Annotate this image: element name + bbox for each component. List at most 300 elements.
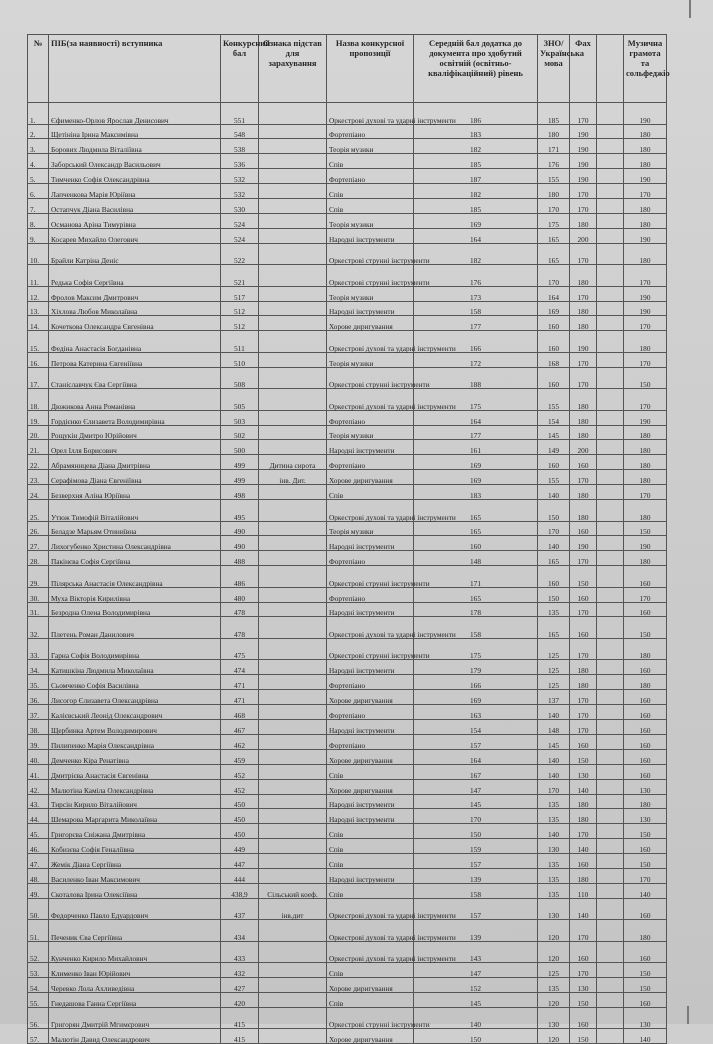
program-name: Спів: [327, 963, 414, 978]
competition-score: 471: [221, 690, 259, 705]
applicant-name: Остапчук Діана Василівна: [49, 198, 221, 213]
program-name: Оркестрові духові та ударні інструменти: [327, 389, 414, 411]
music-theory-score: 160: [624, 898, 667, 920]
applicant-name: Станіславчук Єва Сергіївна: [49, 367, 221, 389]
extra-cell: [597, 638, 624, 660]
competition-score: 502: [221, 425, 259, 440]
major-score: 140: [570, 779, 597, 794]
row-number: 23.: [28, 470, 49, 485]
extra-cell: [597, 978, 624, 993]
major-score: 170: [570, 103, 597, 125]
row-number: 34.: [28, 660, 49, 675]
table-row: [28, 868, 667, 883]
enrollment-basis: [259, 638, 327, 660]
major-score: 170: [570, 690, 597, 705]
row-number: 4.: [28, 154, 49, 169]
applicant-name: Безверхня Аліна Юріївна: [49, 485, 221, 500]
enrollment-basis: [259, 213, 327, 228]
major-score: 180: [570, 265, 597, 287]
zno-score: 140: [538, 764, 570, 779]
applicant-name: Заборський Олександр Васильович: [49, 154, 221, 169]
extra-cell: [597, 243, 624, 265]
row-number: 5.: [28, 169, 49, 184]
avg-score: 177: [414, 425, 538, 440]
table-row: [28, 993, 667, 1008]
music-theory-score: 140: [624, 883, 667, 898]
music-theory-score: 190: [624, 286, 667, 301]
table-row: [28, 854, 667, 869]
extra-cell: [597, 734, 624, 749]
music-theory-score: 180: [624, 455, 667, 470]
major-score: 140: [570, 839, 597, 854]
competition-score: 486: [221, 566, 259, 588]
program-name: Хорове диригування: [327, 690, 414, 705]
music-theory-score: 190: [624, 301, 667, 316]
major-score: 180: [570, 660, 597, 675]
enrollment-basis: [259, 941, 327, 963]
table-row: [28, 316, 667, 331]
avg-score: 183: [414, 485, 538, 500]
competition-score: 532: [221, 184, 259, 199]
row-number: 19.: [28, 410, 49, 425]
table-row: [28, 500, 667, 522]
extra-cell: [597, 331, 624, 353]
major-score: 150: [570, 749, 597, 764]
music-theory-score: 180: [624, 213, 667, 228]
applicant-name: Шемарова Маргарита Миколаївна: [49, 809, 221, 824]
music-theory-score: 180: [624, 470, 667, 485]
extra-cell: [597, 198, 624, 213]
enrollment-basis: [259, 705, 327, 720]
extra-cell: [597, 720, 624, 735]
table-row: [28, 749, 667, 764]
competition-score: 503: [221, 410, 259, 425]
enrollment-basis: [259, 551, 327, 566]
major-score: 170: [570, 551, 597, 566]
row-number: 17.: [28, 367, 49, 389]
applicant-name: Лисогор Єлизавета Олександрівна: [49, 690, 221, 705]
extra-cell: [597, 809, 624, 824]
enrollment-basis: [259, 602, 327, 617]
applicant-name: Муха Вікторія Кирилівна: [49, 587, 221, 602]
music-theory-score: 160: [624, 993, 667, 1008]
zno-score: 150: [538, 500, 570, 522]
zno-score: 148: [538, 720, 570, 735]
program-name: Спів: [327, 854, 414, 869]
major-score: 170: [570, 470, 597, 485]
program-name: Оркестрові духові та ударні інструменти: [327, 103, 414, 125]
avg-score: 186: [414, 103, 538, 125]
row-number: 50.: [28, 898, 49, 920]
competition-score: 536: [221, 154, 259, 169]
extra-cell: [597, 265, 624, 287]
applicant-name: Василенко Іван Максимович: [49, 868, 221, 883]
extra-cell: [597, 660, 624, 675]
program-name: Теорія музики: [327, 352, 414, 367]
applicant-name: Щербинка Артем Володимирович: [49, 720, 221, 735]
enrollment-basis: [259, 228, 327, 243]
table-row: [28, 794, 667, 809]
row-number: 54.: [28, 978, 49, 993]
program-name: Народні інструменти: [327, 536, 414, 551]
avg-score: 164: [414, 410, 538, 425]
row-number: 43.: [28, 794, 49, 809]
major-score: 130: [570, 978, 597, 993]
extra-cell: [597, 154, 624, 169]
zno-score: 130: [538, 1007, 570, 1029]
row-number: 7.: [28, 198, 49, 213]
music-theory-score: 150: [624, 367, 667, 389]
table-row: [28, 455, 667, 470]
competition-score: 517: [221, 286, 259, 301]
music-theory-score: 160: [624, 734, 667, 749]
enrollment-basis: [259, 794, 327, 809]
major-score: 170: [570, 352, 597, 367]
col-header-music-theory: Музична грамота та сольфеджіо: [624, 35, 667, 103]
avg-score: 139: [414, 920, 538, 942]
major-score: 170: [570, 602, 597, 617]
zno-score: 171: [538, 139, 570, 154]
program-name: Фортепіано: [327, 455, 414, 470]
applicant-name: Дюжикова Анна Романівна: [49, 389, 221, 411]
music-theory-score: 180: [624, 139, 667, 154]
table-row: [28, 638, 667, 660]
program-name: Оркестрові духові та ударні інструменти: [327, 898, 414, 920]
enrollment-basis: [259, 839, 327, 854]
music-theory-score: 190: [624, 410, 667, 425]
row-number: 33.: [28, 638, 49, 660]
program-name: Фортепіано: [327, 734, 414, 749]
program-name: Спів: [327, 485, 414, 500]
zno-score: 140: [538, 824, 570, 839]
extra-cell: [597, 228, 624, 243]
music-theory-score: 190: [624, 228, 667, 243]
enrollment-basis: [259, 587, 327, 602]
applicant-name: Пілярська Анастасія Олександрівна: [49, 566, 221, 588]
major-score: 180: [570, 213, 597, 228]
applicant-name: Серафімова Діана Євгеніївна: [49, 470, 221, 485]
applicant-name: Катишкіна Людмила Миколаївна: [49, 660, 221, 675]
major-score: 160: [570, 941, 597, 963]
zno-score: 150: [538, 587, 570, 602]
zno-score: 125: [538, 638, 570, 660]
major-score: 160: [570, 854, 597, 869]
row-number: 39.: [28, 734, 49, 749]
avg-score: 169: [414, 470, 538, 485]
table-row: [28, 809, 667, 824]
program-name: Теорія музики: [327, 521, 414, 536]
enrollment-basis: [259, 316, 327, 331]
major-score: 170: [570, 720, 597, 735]
table-row: [28, 169, 667, 184]
avg-score: 173: [414, 286, 538, 301]
applicant-name: Кочеткова Олександра Євгенівна: [49, 316, 221, 331]
zno-score: 140: [538, 536, 570, 551]
extra-cell: [597, 963, 624, 978]
row-number: 2.: [28, 124, 49, 139]
row-number: 40.: [28, 749, 49, 764]
extra-cell: [597, 690, 624, 705]
program-name: Оркестрові струнні інструменти: [327, 367, 414, 389]
program-name: Народні інструменти: [327, 794, 414, 809]
row-number: 41.: [28, 764, 49, 779]
table-row: [28, 154, 667, 169]
enrollment-basis: [259, 440, 327, 455]
program-name: Народні інструменти: [327, 602, 414, 617]
table-row: [28, 485, 667, 500]
applicant-name: Тирсін Кирило Віталійович: [49, 794, 221, 809]
enrollment-basis: [259, 868, 327, 883]
zno-score: 160: [538, 331, 570, 353]
applicant-name: Косарев Михайло Олегович: [49, 228, 221, 243]
zno-score: 170: [538, 779, 570, 794]
avg-score: 152: [414, 978, 538, 993]
table-row: [28, 779, 667, 794]
competition-score: 548: [221, 124, 259, 139]
competition-score: 488: [221, 551, 259, 566]
avg-score: 169: [414, 455, 538, 470]
enrollment-basis: [259, 500, 327, 522]
competition-score: 450: [221, 809, 259, 824]
table-row: [28, 440, 667, 455]
program-name: Народні інструменти: [327, 868, 414, 883]
program-name: Спів: [327, 883, 414, 898]
staple-mark: [689, 0, 691, 18]
table-row: [28, 243, 667, 265]
table-row: [28, 764, 667, 779]
major-score: 190: [570, 139, 597, 154]
avg-score: 148: [414, 551, 538, 566]
applicant-name: Абрамяннцева Діана Дмитрівна: [49, 455, 221, 470]
competition-score: 432: [221, 963, 259, 978]
extra-cell: [597, 213, 624, 228]
program-name: Теорія музики: [327, 139, 414, 154]
music-theory-score: 160: [624, 720, 667, 735]
table-row: [28, 963, 667, 978]
music-theory-score: 130: [624, 809, 667, 824]
zno-score: 135: [538, 854, 570, 869]
competition-score: 437: [221, 898, 259, 920]
program-name: Народні інструменти: [327, 228, 414, 243]
applicant-name: Гордієнко Єлизавета Володимирівна: [49, 410, 221, 425]
extra-cell: [597, 139, 624, 154]
major-score: 190: [570, 169, 597, 184]
competition-score: 444: [221, 868, 259, 883]
table-row: [28, 352, 667, 367]
applicant-name: Демченко Кіра Ренатівна: [49, 749, 221, 764]
applicant-name: Пакінєва Софія Сергіївна: [49, 551, 221, 566]
row-number: 3.: [28, 139, 49, 154]
zno-score: 125: [538, 660, 570, 675]
table-row: [28, 551, 667, 566]
applicant-name: Скоталова Ірина Олексіївна: [49, 883, 221, 898]
music-theory-score: 170: [624, 316, 667, 331]
avg-score: 182: [414, 184, 538, 199]
competition-score: 427: [221, 978, 259, 993]
staple-mark: [687, 1006, 689, 1024]
competition-score: 538: [221, 139, 259, 154]
major-score: 190: [570, 154, 597, 169]
row-number: 27.: [28, 536, 49, 551]
enrollment-basis: [259, 734, 327, 749]
major-score: 170: [570, 367, 597, 389]
applicant-name: Орел Ілля Борисович: [49, 440, 221, 455]
music-theory-score: 180: [624, 675, 667, 690]
enrollment-basis: [259, 978, 327, 993]
music-theory-score: 180: [624, 794, 667, 809]
competition-score: 462: [221, 734, 259, 749]
major-score: 170: [570, 198, 597, 213]
extra-cell: [597, 920, 624, 942]
competition-score: 532: [221, 169, 259, 184]
music-theory-score: 190: [624, 103, 667, 125]
enrollment-basis: [259, 749, 327, 764]
extra-cell: [597, 521, 624, 536]
extra-cell: [597, 705, 624, 720]
avg-score: 143: [414, 941, 538, 963]
avg-score: 166: [414, 675, 538, 690]
program-name: Фортепіано: [327, 587, 414, 602]
enrollment-basis: [259, 103, 327, 125]
extra-cell: [597, 617, 624, 639]
competition-score: 530: [221, 198, 259, 213]
extra-cell: [597, 352, 624, 367]
major-score: 170: [570, 638, 597, 660]
competition-score: 505: [221, 389, 259, 411]
program-name: Фортепіано: [327, 675, 414, 690]
avg-score: 147: [414, 963, 538, 978]
major-score: 180: [570, 389, 597, 411]
zno-score: 120: [538, 920, 570, 942]
music-theory-score: 170: [624, 389, 667, 411]
extra-cell: [597, 500, 624, 522]
program-name: Оркестрові струнні інструменти: [327, 638, 414, 660]
table-row: [28, 1029, 667, 1044]
program-name: Спів: [327, 198, 414, 213]
zno-score: 164: [538, 286, 570, 301]
table-row: [28, 660, 667, 675]
major-score: 170: [570, 286, 597, 301]
major-score: 160: [570, 1007, 597, 1029]
music-theory-score: 140: [624, 1029, 667, 1044]
competition-score: 452: [221, 779, 259, 794]
avg-score: 185: [414, 198, 538, 213]
zno-score: 125: [538, 675, 570, 690]
table-header-row: [28, 35, 667, 103]
competition-score: 511: [221, 331, 259, 353]
enrollment-basis: [259, 764, 327, 779]
major-score: 180: [570, 316, 597, 331]
extra-cell: [597, 485, 624, 500]
applicant-name: Кунченко Кирило Михайлович: [49, 941, 221, 963]
table-row: [28, 824, 667, 839]
zno-score: 140: [538, 749, 570, 764]
applicant-name: Калієвський Леонід Олександрович: [49, 705, 221, 720]
applicant-name: Жемік Діана Сергіївна: [49, 854, 221, 869]
table-row: [28, 228, 667, 243]
row-number: 22.: [28, 455, 49, 470]
extra-cell: [597, 794, 624, 809]
table-row: [28, 617, 667, 639]
applicant-name: Тимченко Софія Олександрівна: [49, 169, 221, 184]
enrollment-basis: [259, 779, 327, 794]
table-row: [28, 213, 667, 228]
table-row: [28, 103, 667, 125]
major-score: 170: [570, 184, 597, 199]
zno-score: 155: [538, 470, 570, 485]
extra-cell: [597, 602, 624, 617]
applicants-table: [27, 34, 670, 1044]
avg-score: 150: [414, 1029, 538, 1044]
row-number: 46.: [28, 839, 49, 854]
zno-score: 160: [538, 566, 570, 588]
competition-score: 438,9: [221, 883, 259, 898]
competition-score: 450: [221, 824, 259, 839]
major-score: 170: [570, 920, 597, 942]
competition-score: 522: [221, 243, 259, 265]
major-score: 180: [570, 675, 597, 690]
zno-score: 154: [538, 410, 570, 425]
table-row: [28, 690, 667, 705]
program-name: Хорове диригування: [327, 978, 414, 993]
program-name: Оркестрові духові та ударні інструменти: [327, 500, 414, 522]
competition-score: 468: [221, 705, 259, 720]
program-name: Оркестрові струнні інструменти: [327, 566, 414, 588]
zno-score: 176: [538, 154, 570, 169]
competition-score: 478: [221, 617, 259, 639]
avg-score: 158: [414, 301, 538, 316]
table-row: [28, 898, 667, 920]
music-theory-score: 150: [624, 978, 667, 993]
enrollment-basis: інв. Дит.: [259, 470, 327, 485]
enrollment-basis: [259, 243, 327, 265]
table-row: [28, 331, 667, 353]
avg-score: 157: [414, 898, 538, 920]
enrollment-basis: інв.дит: [259, 898, 327, 920]
extra-cell: [597, 169, 624, 184]
program-name: Оркестрові струнні інструменти: [327, 265, 414, 287]
major-score: 170: [570, 824, 597, 839]
table-row: [28, 839, 667, 854]
avg-score: 140: [414, 1007, 538, 1029]
row-number: 6.: [28, 184, 49, 199]
applicant-name: Редька Софія Сергіївна: [49, 265, 221, 287]
program-name: Фортепіано: [327, 705, 414, 720]
extra-cell: [597, 749, 624, 764]
zno-score: 145: [538, 734, 570, 749]
row-number: 15.: [28, 331, 49, 353]
zno-score: 170: [538, 265, 570, 287]
zno-score: 130: [538, 898, 570, 920]
zno-score: 125: [538, 963, 570, 978]
major-score: 170: [570, 243, 597, 265]
applicant-name: Беладзе Марьям Отиниївна: [49, 521, 221, 536]
extra-cell: [597, 124, 624, 139]
table-row: [28, 1007, 667, 1029]
extra-cell: [597, 455, 624, 470]
competition-score: 433: [221, 941, 259, 963]
table-row: [28, 602, 667, 617]
enrollment-basis: [259, 286, 327, 301]
major-score: 160: [570, 521, 597, 536]
applicant-name: Лапченкова Марія Юріївна: [49, 184, 221, 199]
competition-score: 490: [221, 521, 259, 536]
extra-cell: [597, 440, 624, 455]
applicant-name: Єфименко-Орлов Ярослав Денисович: [49, 103, 221, 125]
major-score: 180: [570, 500, 597, 522]
music-theory-score: 180: [624, 500, 667, 522]
major-score: 190: [570, 124, 597, 139]
